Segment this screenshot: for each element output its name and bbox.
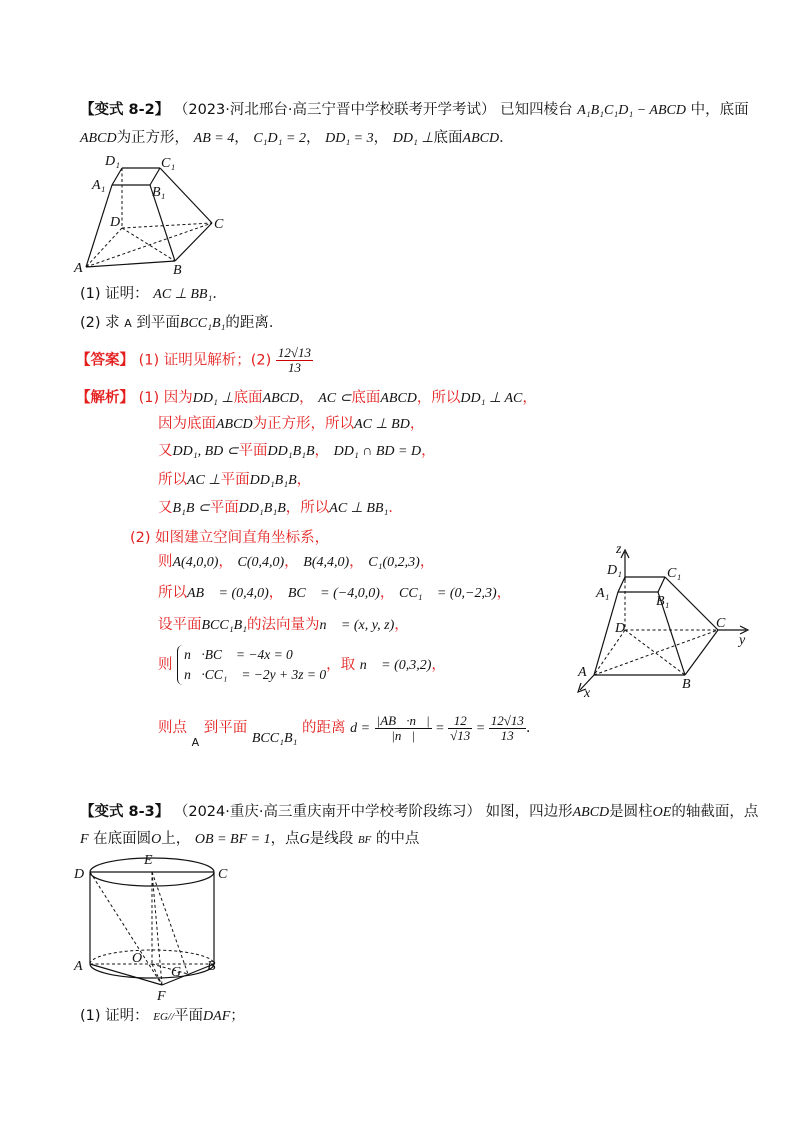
analysis-l5-5: AC ⊥ BB₁ <box>329 501 389 516</box>
analysis-l1-7: ABCD <box>380 391 417 406</box>
fig1-label-a: A <box>74 261 83 276</box>
analysis-l7-2: ， <box>218 554 233 570</box>
analysis-l5-3: DD₁B₁B <box>238 501 286 516</box>
analysis-l1-6: 底面 <box>351 390 381 406</box>
answer-tag: 【答案】 <box>76 352 134 369</box>
analysis-l4-1: AC ⊥ <box>187 473 221 488</box>
problem1-square: 为正方形， <box>116 130 190 146</box>
analysis-l3-2: 平面 <box>238 443 268 459</box>
problem2-g: G <box>299 832 310 847</box>
problem1-line2: ABCD为正方形， AB = 4， C₁D₁ = 2， DD₁ = 3， DD₁ ⊥底面ABCD． <box>80 130 514 146</box>
analysis-tag: 【解析】 <box>76 390 134 406</box>
coord-label-z: z <box>616 542 622 557</box>
analysis-l10-0: 则 <box>158 657 173 673</box>
analysis-l10-5: ， <box>431 657 446 673</box>
problem1-cond4-b: 底面 <box>433 130 463 146</box>
problem2-q1 <box>80 1006 245 1027</box>
problem2-stem-c: 的轴截面，点 <box>671 804 759 820</box>
analysis-line3 <box>158 441 436 462</box>
analysis-l4-3: DD₁B₁B <box>249 473 297 488</box>
problem1-q2-plane: BCC₁B₁ <box>179 316 226 331</box>
problem2-l2-c: ，点 <box>270 831 300 847</box>
coord-label-b1: B₁ <box>656 594 670 609</box>
analysis-l8-4: ， <box>379 585 395 601</box>
analysis-l11-4: 的距离 <box>301 720 346 736</box>
analysis-l8-0: 所以 <box>158 585 187 601</box>
analysis-l7-8: ， <box>419 554 435 570</box>
analysis-system-eq2: n⃗·CC₁⃗ = −2y + 3z = 0 <box>184 667 327 682</box>
coord-label-d: D <box>615 621 626 636</box>
analysis-l9-3: n⃗ = (x, y, z) <box>319 618 395 633</box>
analysis-l2-1: ABCD <box>216 417 253 432</box>
analysis-line10 <box>158 645 446 685</box>
distance-frac-3-den: 13 <box>500 727 514 743</box>
analysis-l1-8: ，所以 <box>416 390 461 406</box>
analysis-l5-0: 又 <box>158 500 173 516</box>
problem2-oe: OE <box>652 805 672 820</box>
analysis-line8 <box>158 583 511 604</box>
analysis-l7-3: C(0,4,0) <box>237 555 285 570</box>
analysis-l1-4: ， <box>299 390 314 406</box>
problem1-cond4-c: ABCD <box>462 131 500 146</box>
analysis-l3-6: ， <box>421 443 436 459</box>
cyl-label-b: B <box>207 959 216 974</box>
coord-label-b: B <box>682 677 691 692</box>
problem1-cond4: DD₁ ⊥ <box>392 131 434 146</box>
analysis-line5 <box>158 498 403 519</box>
analysis-l11-period: . <box>525 720 531 736</box>
problem2-q1-expr: EG// <box>153 1011 175 1023</box>
analysis-l10-4: n⃗ = (0,3,2) <box>359 658 432 673</box>
cyl-label-f: F <box>157 989 166 1002</box>
analysis-l3-0: 又 <box>158 443 173 459</box>
problem1-stem-b: 中，底面 <box>690 102 749 118</box>
analysis-l1-1: DD₁ ⊥ <box>192 391 234 406</box>
analysis-l11-d: d = <box>350 721 371 736</box>
problem1-tag: 【变式 8-2】 <box>80 102 170 118</box>
analysis-l1-10: ， <box>522 390 537 406</box>
problem1-cond1: AB = 4 <box>193 131 235 146</box>
analysis-l8-3: BC⃗ = (−4,0,0) <box>287 586 380 601</box>
analysis-l9-0: 设平面 <box>158 617 202 633</box>
analysis-line9 <box>158 615 409 636</box>
analysis-line2 <box>158 414 424 435</box>
cyl-label-g: G <box>171 965 182 980</box>
analysis-l9-2: 的法向量为 <box>247 617 320 633</box>
problem1-q1-label: (1) 证明： <box>80 286 149 302</box>
analysis-l3-4: ， <box>314 443 330 459</box>
fig1-label-c: C <box>214 217 224 232</box>
problem1-line1 <box>80 100 749 121</box>
fig1-label-c1: C₁ <box>161 156 176 171</box>
distance-frac-2 <box>448 714 472 743</box>
analysis-line11: 则点 $_A$ 到平面 BCC₁B₁ 的距离 d = $\frac{|AB⃗\cdot n⃗|}{|n⃗|}$ = $\frac{12}{√13}$ = $\frac{12√13}{13}$ . <box>158 712 531 749</box>
analysis-line4 <box>158 470 311 491</box>
problem1-abcd: ABCD <box>80 131 117 146</box>
problem2-l2-e: 的中点 <box>375 831 420 847</box>
analysis-l7-1: A(4,0,0) <box>172 555 219 570</box>
analysis-l1-2: 底面 <box>233 390 263 406</box>
analysis-l8-6: ， <box>496 585 512 601</box>
problem2-q1-end: ； <box>230 1008 245 1024</box>
analysis-l3-1: DD₁, BD ⊂ <box>172 444 239 459</box>
analysis-line1 <box>76 388 537 409</box>
coord-label-c: C <box>716 616 726 631</box>
analysis-l3-5: DD₁ ∩ BD = D <box>333 444 422 459</box>
distance-frac-2-den: √13 <box>450 727 471 743</box>
analysis-l8-5: CC₁⃗ = (0,−2,3) <box>398 586 497 601</box>
problem2-source: （2024·重庆·高三重庆南开中学校考阶段练习） <box>173 804 481 820</box>
fig1-label-a1: A₁ <box>92 178 106 193</box>
problem1-q2-mid: 到平面 <box>136 315 180 331</box>
analysis-l2-0: 因为底面 <box>158 416 216 432</box>
analysis-system-eq1: n⃗·BC⃗ = −4x = 0 <box>184 647 293 662</box>
analysis-l5-1: B₁B ⊂ <box>172 501 210 516</box>
distance-frac-3-num: 12√13 <box>490 712 524 728</box>
problem2-f: F <box>80 832 89 847</box>
analysis-l1-9: DD₁ ⊥ AC <box>460 391 523 406</box>
problem1-cond3: DD₁ = 3 <box>325 131 374 146</box>
analysis-l2-4: ， <box>409 416 425 432</box>
problem2-l2-a: 在底面圆 <box>93 831 152 847</box>
answer-frac-den: 13 <box>287 360 301 375</box>
problem2-q1-label: (1) 证明： <box>80 1008 149 1024</box>
analysis-l3-3: DD₁B₁B <box>267 444 315 459</box>
analysis-l7-6: ， <box>349 554 364 570</box>
problem2-l2-b: 上， <box>161 831 191 847</box>
problem1-frustum: A₁B₁C₁D₁ − ABCD <box>577 103 686 118</box>
problem1-source: （2023·河北邢台·高三宁晋中学校联考开学考试） <box>173 102 496 118</box>
cyl-label-c: C <box>218 867 228 882</box>
coord-label-c1: C₁ <box>667 566 682 581</box>
coord-label-d1: D₁ <box>607 563 622 578</box>
fig1-label-b1: B₁ <box>152 185 166 200</box>
analysis-l10-3: ，取 <box>326 657 356 673</box>
analysis-l4-4: ， <box>296 472 312 488</box>
analysis-l7-0: 则 <box>158 554 173 570</box>
cyl-label-o: O <box>132 951 143 966</box>
distance-frac-1-den: |n⃗| <box>391 727 416 743</box>
problem1-stem-a: 已知四棱台 <box>500 102 573 118</box>
analysis-l8-2: ， <box>268 585 284 601</box>
distance-frac-1-num: |AB⃗·n⃗| <box>376 712 430 728</box>
analysis-l7-4: ， <box>284 554 299 570</box>
distance-frac-1 <box>375 714 432 743</box>
analysis-l6: (2) 如图建立空间直角坐标系， <box>130 530 330 546</box>
problem1-q2 <box>80 313 283 334</box>
analysis-l5-2: 平面 <box>209 500 239 516</box>
analysis-l7-7: C₁(0,2,3) <box>368 555 420 570</box>
cyl-label-d: D <box>74 867 85 882</box>
analysis-l1-5: AC ⊂ <box>318 391 352 406</box>
problem2-eq: OB = BF = 1 <box>194 832 271 847</box>
distance-frac-3 <box>489 714 526 743</box>
analysis-l11-point: A <box>191 736 200 749</box>
analysis-l11-2: 到平面 <box>203 720 248 736</box>
analysis-l11-plane: BCC₁B₁ <box>251 731 298 746</box>
analysis-l7-5: B(4,4,0) <box>303 555 350 570</box>
coord-label-a1: A₁ <box>596 586 610 601</box>
analysis-l1-0: (1) 因为 <box>138 390 193 406</box>
coord-label-x: x <box>584 686 591 700</box>
answer-frac-num: 12√13 <box>277 345 312 360</box>
problem2-o: O <box>151 832 162 847</box>
problem2-l2-d: 是线段 <box>309 831 354 847</box>
cyl-label-e: E <box>144 853 153 868</box>
fig1-label-b: B <box>173 263 182 278</box>
problem1-cond2: C₁D₁ = 2 <box>253 131 306 146</box>
problem2-tag: 【变式 8-3】 <box>80 804 170 820</box>
analysis-l4-2: 平面 <box>220 472 250 488</box>
fig1-label-d1: D₁ <box>105 154 120 169</box>
analysis-l5-4: ，所以 <box>285 500 330 516</box>
problem2-q1-plane2: DAF <box>203 1009 231 1024</box>
problem1-q2-end: 的距离． <box>225 315 284 331</box>
problem2-stem-b: 是圆柱 <box>609 804 653 820</box>
problem2-stem-a: 如图，四边形 <box>485 804 573 820</box>
analysis-l4-0: 所以 <box>158 472 187 488</box>
answer-fraction <box>276 346 313 375</box>
answer-line <box>76 346 313 375</box>
coordinate-figure <box>570 540 760 700</box>
distance-frac-2-num: 12 <box>448 714 472 729</box>
analysis-l2-3: AC ⊥ BD <box>354 417 410 432</box>
problem1-q1-expr: AC ⊥ BB₁ <box>153 287 213 302</box>
coord-label-a: A <box>578 665 587 680</box>
frustum-figure <box>72 150 242 280</box>
analysis-l9-4: ， <box>394 617 409 633</box>
problem2-abcd: ABCD <box>572 805 610 820</box>
problem2-q1-plane: 平面 <box>174 1008 204 1024</box>
cyl-label-a: A <box>74 959 83 974</box>
problem1-q2-label: (2) 求 <box>80 315 120 331</box>
fig1-label-d: D <box>110 215 121 230</box>
analysis-l5-6: ． <box>388 500 403 516</box>
answer-text: (1) 证明见解析；(2) <box>138 352 272 369</box>
problem2-bf: BF <box>357 834 372 846</box>
problem2-line2 <box>80 829 419 850</box>
analysis-line6 <box>130 528 329 548</box>
cylinder-figure <box>70 852 235 1002</box>
analysis-line7 <box>158 552 434 573</box>
coord-label-y: y <box>739 633 746 648</box>
analysis-l8-1: AB⃗ = (0,4,0) <box>187 586 269 601</box>
analysis-l9-1: BCC₁B₁ <box>201 618 248 633</box>
analysis-system <box>177 645 326 685</box>
analysis-l2-2: 为正方形，所以 <box>252 416 355 432</box>
analysis-l1-3: ABCD <box>262 391 300 406</box>
problem2-line1 <box>80 802 758 823</box>
problem1-q1: (1) 证明： AC ⊥ BB₁． <box>80 286 227 302</box>
problem1-q2-point: A <box>124 317 132 330</box>
analysis-l11-0: 则点 <box>158 720 187 736</box>
